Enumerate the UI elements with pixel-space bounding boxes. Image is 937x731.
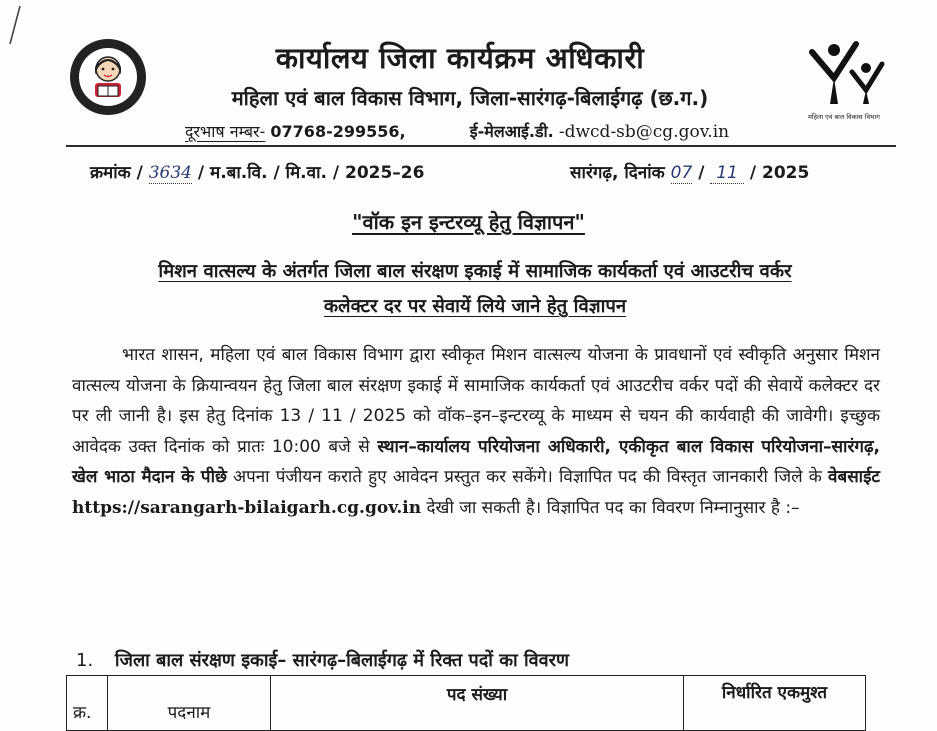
place-date-label: सारंगढ़, दिनांक xyxy=(570,163,665,183)
wcd-logo-caption: महिला एवं बाल विकास विभाग xyxy=(808,113,880,121)
reference-number xyxy=(90,160,424,183)
col-serial: क्र. xyxy=(67,676,108,731)
phone-label: दूरभाष नम्बर- xyxy=(185,122,266,141)
section-title: जिला बाल संरक्षण इकाई– सारंगढ़–बिलाईगढ़ में रिक्त पदों का विवरण xyxy=(114,650,570,671)
section-heading xyxy=(76,648,569,672)
body-text-cont: अपना पंजीयन कराते हुए आवेदन प्रस्तुत कर सकेंगे। विज्ञापित पद की विस्तृत जानकारी जिले के xyxy=(233,467,822,487)
vacancy-table xyxy=(66,675,866,731)
contact-line xyxy=(185,120,729,142)
date-year: / 2025 xyxy=(749,163,810,183)
header-divider xyxy=(66,145,896,147)
pen-mark xyxy=(4,4,24,48)
email-address: -dwcd-sb@cg.gov.in xyxy=(558,122,730,142)
venue-text: स्थान–कार्यालय परियोजना अधिकारी, एकीकृत बाल विकास परियोजना–सारंगढ़, खेल भाठा मैदान के पीछे xyxy=(72,436,880,487)
notice-title: "वॉक इन इन्टरव्यू हेतु विज्ञापन" xyxy=(352,210,585,234)
body-text: भारत शासन, महिला एवं बाल विकास विभाग द्वारा स्वीकृत मिशन वात्सल्य योजना के प्रावधानों एवं स्वीकृति अनुसार मिशन वात्सल्य योजना के क्रियान्वयन हेतु जिला बाल संरक्षण इकाई में सामाजिक कार्यकर्ता एवं आउटरीच वर्कर पदों की सेवायें कलेक्टर दर पर ली जानी है। इस हेतु दिनांक 13 / 11 / 2025 को वॉक–इन–इन्टरव्यू के माध्यम से चयन की कार्यवाही की जावेगी। इच्छुक आवेदक उक्त दिनांक को प्रातः 10:00 बजे से xyxy=(72,345,880,457)
subject-line-2: कलेक्टर दर पर सेवायें लिये जाने हेतु विज्ञापन xyxy=(323,296,627,317)
body-paragraph xyxy=(72,340,880,523)
office-title: कार्यालय जिला कार्यक्रम अधिकारी xyxy=(275,41,645,75)
wcd-logo xyxy=(808,38,898,121)
kramank-label: क्रमांक / xyxy=(90,163,143,183)
issue-date: सारंगढ़, दिनांक 07 / 11 / 2025 xyxy=(570,163,810,183)
subject-line-1: मिशन वात्सल्य के अंतर्गत जिला बाल संरक्षण इकाई में सामाजिक कार्यकर्ता एवं आउटरीच वर्कर xyxy=(158,261,792,282)
date-month: 11 xyxy=(710,163,744,184)
table-header-row xyxy=(67,676,866,731)
website-link[interactable]: https://sarangarh-bilaigarh.cg.gov.in xyxy=(72,497,422,518)
beti-bachao-logo xyxy=(68,37,148,117)
col-salary: निर्धारित एकमुश्त xyxy=(684,676,866,731)
website-label: वेबसाईट xyxy=(828,467,881,487)
section-number: 1. xyxy=(76,650,94,671)
body-text-end: देखी जा सकती है। विज्ञापित पद का विवरण निम्नानुसार है :– xyxy=(426,497,800,518)
date-day: 07 xyxy=(670,163,693,183)
col-post: पदनाम xyxy=(108,676,271,731)
kramank-number: 3634 xyxy=(148,163,192,183)
kramank-suffix: / म.बा.वि. / मि.वा. / 2025–26 xyxy=(197,163,425,183)
phone-number: 07768-299556, xyxy=(270,122,406,141)
department-line: महिला एवं बाल विकास विभाग, जिला-सारंगढ़-बिलाईगढ़ (छ.ग.) xyxy=(231,86,709,110)
email-label: ई-मेलआई.डी. xyxy=(469,122,554,141)
col-count: पद संख्या xyxy=(271,676,684,731)
